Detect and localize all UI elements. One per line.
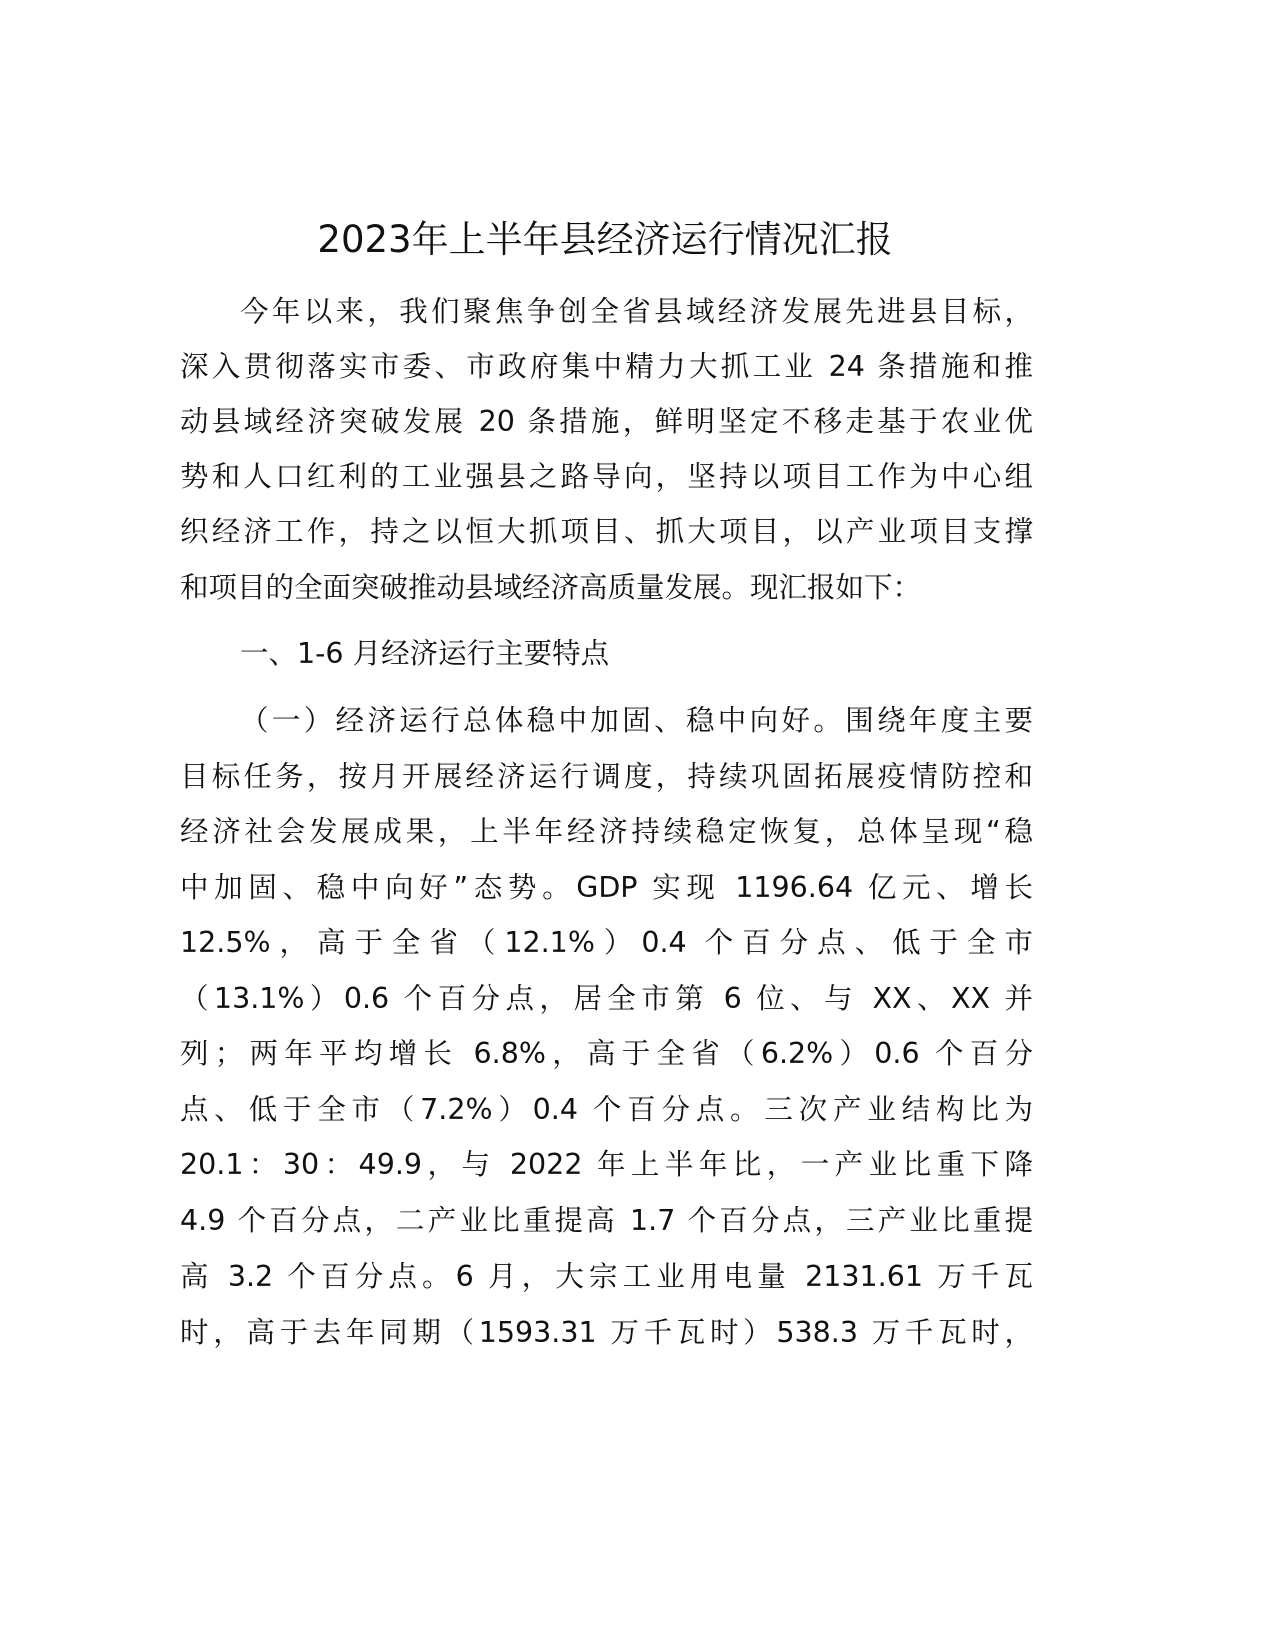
text-line: （一）经济运行总体稳中加固、稳中向好。围绕年度主要 — [240, 704, 1033, 737]
text-line: 今年以来，我们聚焦争创全省县域经济发展先进县目标， — [240, 295, 1033, 328]
text-line: 点、低于全市（7.2%）0.4 个百分点。三次产业结构比为 — [180, 1093, 1033, 1126]
text-line: （13.1%）0.6 个百分点，居全市第 6 位、与 XX、XX 并 — [180, 982, 1033, 1015]
text-line: 列；两年平均增长 6.8%，高于全省（6.2%）0.6 个百分 — [180, 1037, 1033, 1070]
text-line: 高 3.2 个百分点。6 月，大宗工业用电量 2131.61 万千瓦 — [180, 1260, 1033, 1293]
text-line: 12.5%，高于全省（12.1%）0.4 个百分点、低于全市 — [180, 926, 1033, 959]
text-line: 经济社会发展成果，上半年经济持续稳定恢复，总体呈现“稳 — [180, 815, 1033, 848]
text-line: 中加固、稳中向好”态势。GDP 实现 1196.64 亿元、增长 — [180, 871, 1033, 904]
text-line: 动县域经济突破发展 20 条措施，鲜明坚定不移走基于农业优 — [180, 405, 1033, 438]
text-line: 时，高于去年同期（1593.31 万千瓦时）538.3 万千瓦时， — [180, 1316, 1033, 1349]
section-heading: 一、1-6 月经济运行主要特点 — [240, 637, 610, 670]
text-line: 4.9 个百分点，二产业比重提高 1.7 个百分点，三产业比重提 — [180, 1204, 1033, 1237]
text-line: 织经济工作，持之以恒大抓项目、抓大项目，以产业项目支撑 — [180, 515, 1033, 548]
document-title: 2023年上半年县经济运行情况汇报 — [317, 218, 893, 261]
text-line: 深入贯彻落实市委、市政府集中精力大抓工业 24 条措施和推 — [180, 350, 1033, 383]
text-line: 20.1：30：49.9，与 2022 年上半年比，一产业比重下降 — [180, 1148, 1033, 1181]
text-line: 和项目的全面突破推动县域经济高质量发展。现汇报如下： — [180, 571, 922, 604]
text-line: 目标任务，按月开展经济运行调度，持续巩固拓展疫情防控和 — [180, 760, 1033, 793]
text-line: 势和人口红利的工业强县之路导向，坚持以项目工作为中心组 — [180, 460, 1033, 493]
